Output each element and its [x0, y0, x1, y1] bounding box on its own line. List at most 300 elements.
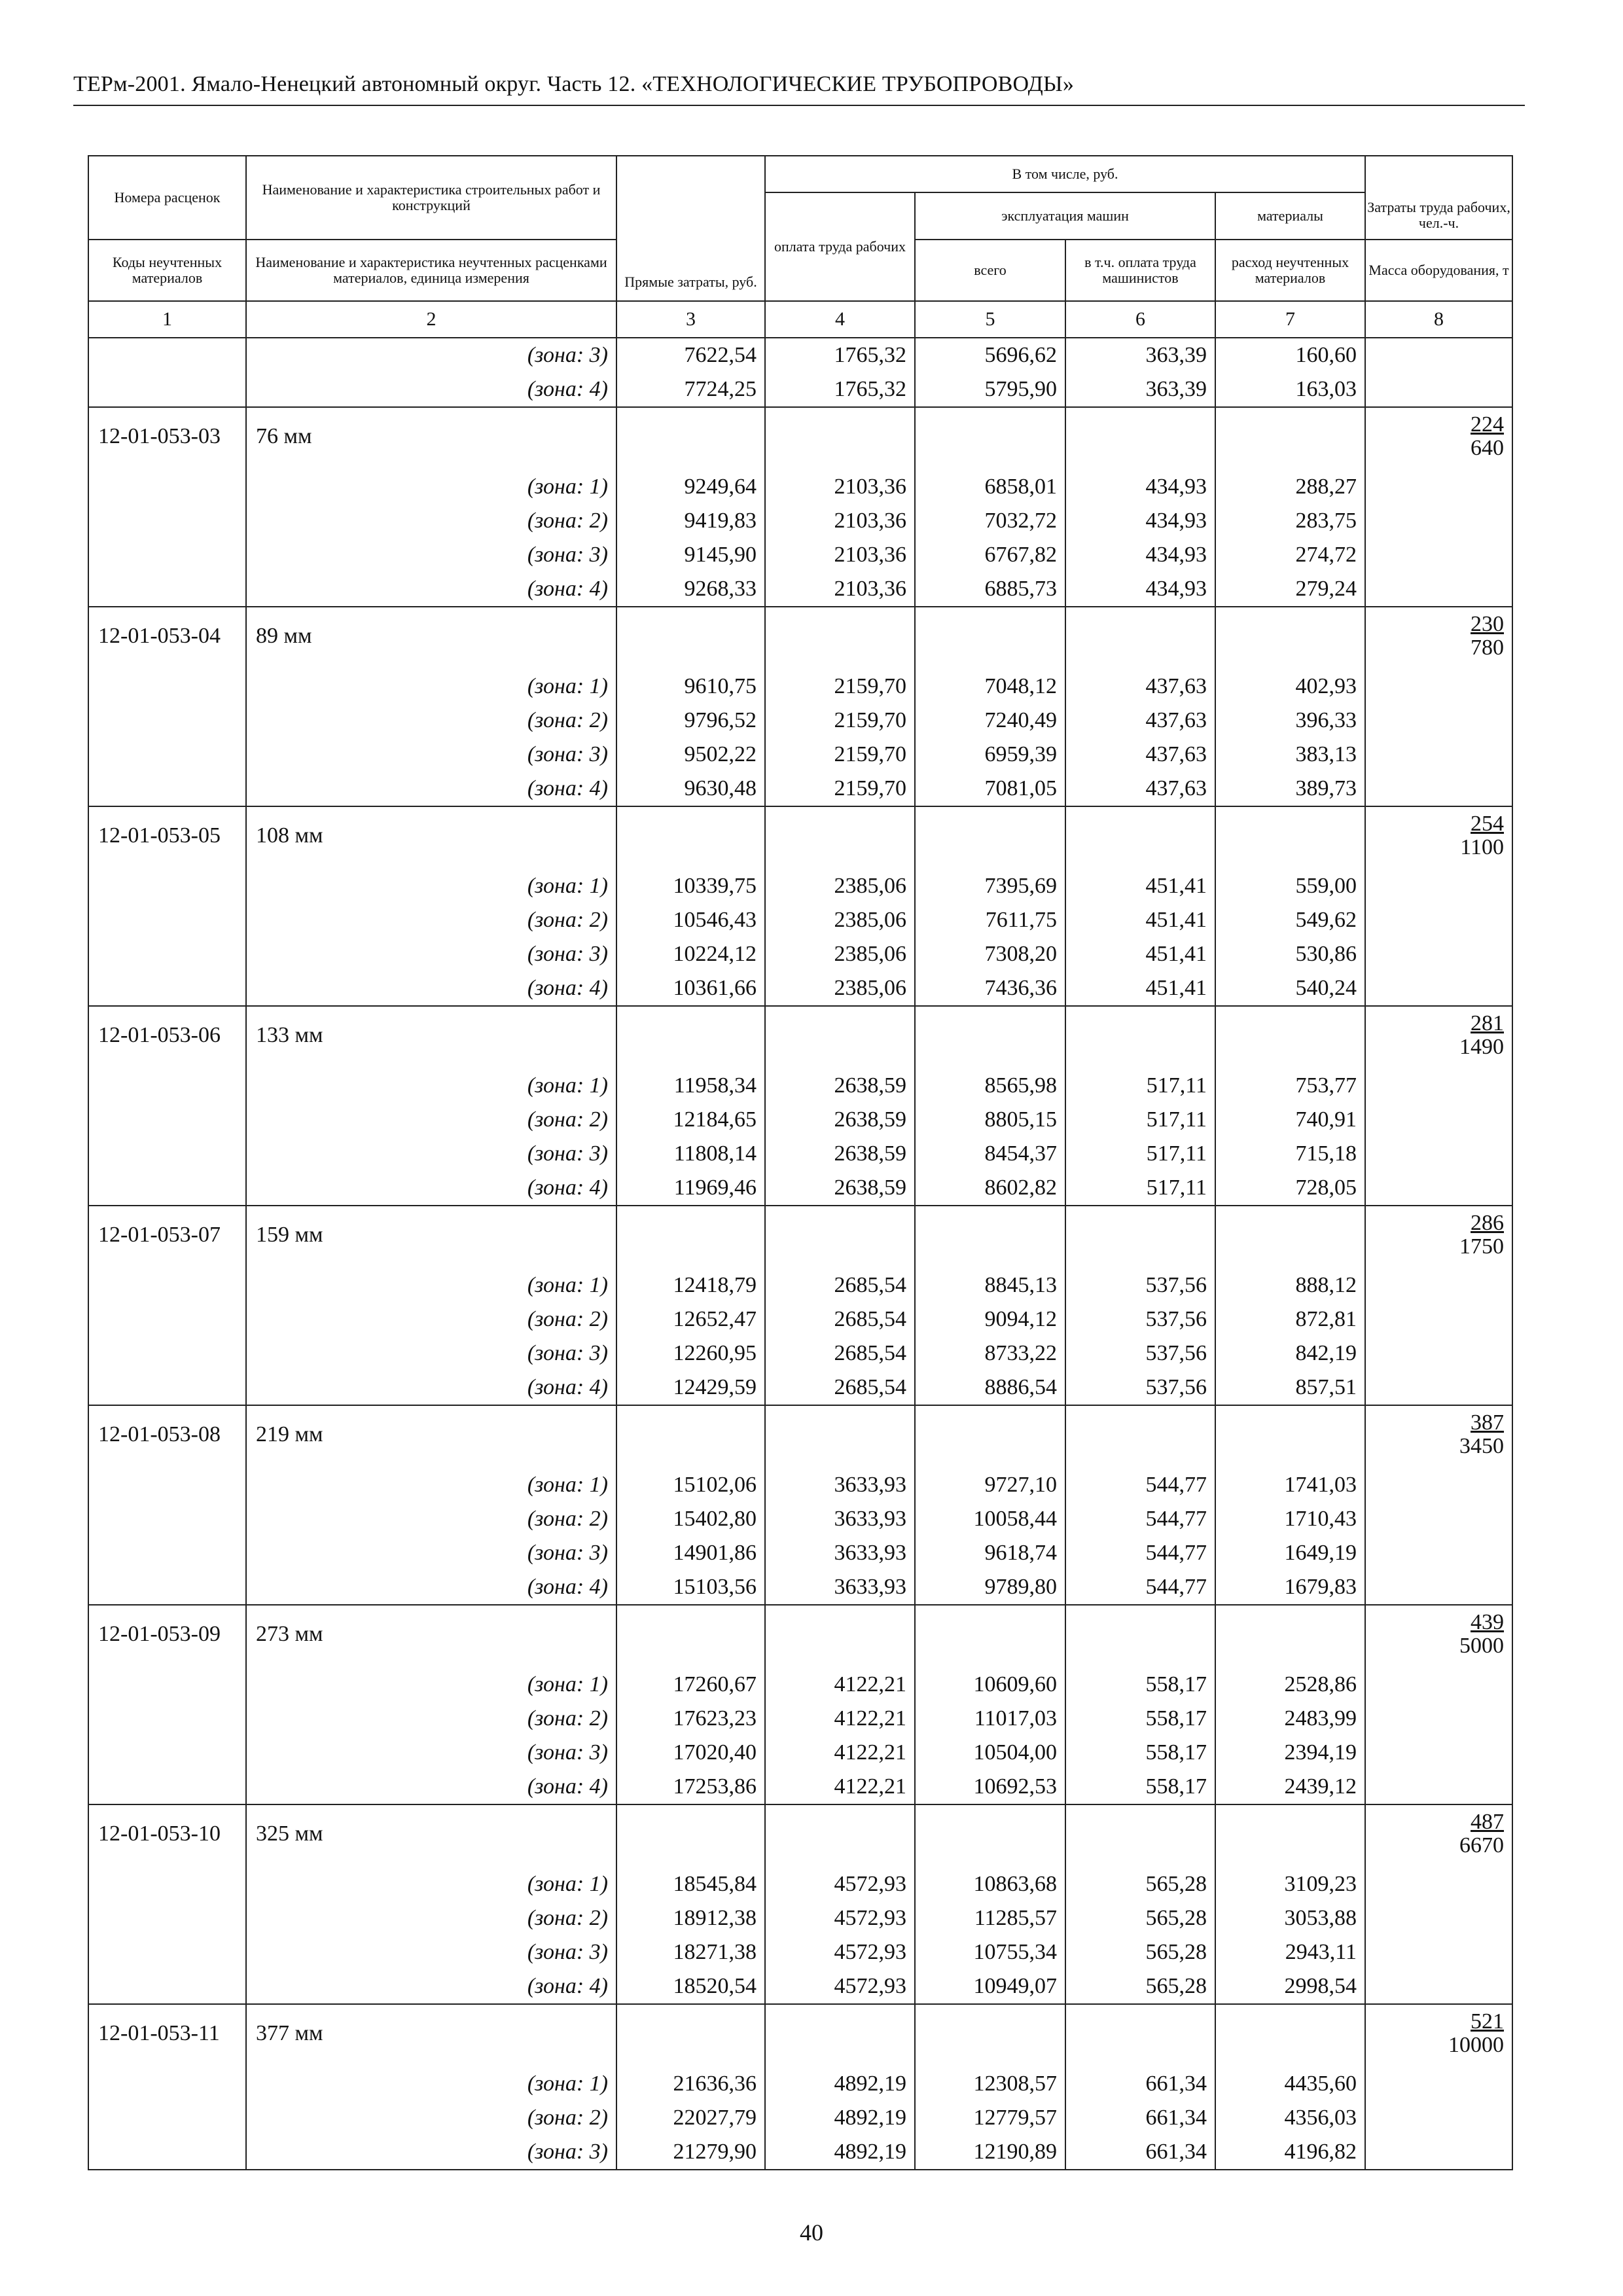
zone-label: (зона: 4)	[246, 971, 616, 1006]
materials-value: 283,75	[1215, 504, 1365, 538]
machines-total-value: 5795,90	[915, 372, 1065, 407]
zone-label: (зона: 1)	[246, 1867, 616, 1901]
direct-costs-value: 9419,83	[616, 504, 765, 538]
materials-value: 1741,03	[1215, 1468, 1365, 1502]
rate-code-cell	[88, 1935, 246, 1969]
zone-row	[88, 1969, 1512, 2004]
rate-header-row	[88, 806, 1512, 869]
zone-label: (зона: 4)	[246, 1969, 616, 2004]
mass-cell	[1365, 1935, 1512, 1969]
zone-row	[88, 1867, 1512, 1901]
rate-code-cell	[88, 1770, 246, 1804]
direct-costs-value: 17020,40	[616, 1736, 765, 1770]
rate-name: 133 мм	[246, 1006, 616, 1069]
empty-cell	[616, 407, 765, 470]
page-header: ТЕРм-2001. Ямало-Ненецкий автономный округ. Часть 12. «ТЕХНОЛОГИЧЕСКИЕ ТРУБОПРОВОДЫ»	[73, 72, 1075, 96]
mass-cell	[1365, 1069, 1512, 1103]
zone-label: (зона: 3)	[246, 338, 616, 372]
materials-value: 2483,99	[1215, 1702, 1365, 1736]
zone-row	[88, 1103, 1512, 1137]
machinists-pay-value: 363,39	[1065, 372, 1215, 407]
rate-name: 377 мм	[246, 2004, 616, 2067]
empty-cell	[616, 806, 765, 869]
direct-costs-value: 10546,43	[616, 903, 765, 937]
machinists-pay-value: 537,56	[1065, 1268, 1215, 1302]
mass-cell	[1365, 1103, 1512, 1137]
rate-code-cell	[88, 738, 246, 772]
zone-row	[88, 1069, 1512, 1103]
rate-code-cell	[88, 1268, 246, 1302]
zone-label: (зона: 1)	[246, 470, 616, 504]
machinists-pay-value: 558,17	[1065, 1770, 1215, 1804]
zone-row	[88, 738, 1512, 772]
empty-cell	[616, 607, 765, 670]
mass-cell	[1365, 1536, 1512, 1570]
empty-cell	[765, 607, 915, 670]
empty-cell	[765, 1804, 915, 1867]
direct-costs-value: 12652,47	[616, 1302, 765, 1336]
mass-cell	[1365, 772, 1512, 806]
zone-label: (зона: 4)	[246, 1171, 616, 1206]
equipment-mass-value: 1490	[1459, 1035, 1505, 1059]
materials-value: 715,18	[1215, 1137, 1365, 1171]
rate-code-cell	[88, 1468, 246, 1502]
mass-cell	[1365, 937, 1512, 971]
col-header-labor-pay: оплата труда рабочих	[765, 192, 915, 301]
labor-pay-value: 4122,21	[765, 1668, 915, 1702]
labor-pay-value: 4572,93	[765, 1867, 915, 1901]
mass-cell	[1365, 704, 1512, 738]
empty-cell	[616, 1206, 765, 1268]
materials-value: 857,51	[1215, 1371, 1365, 1405]
direct-costs-value: 7622,54	[616, 338, 765, 372]
machines-total-value: 12308,57	[915, 2067, 1065, 2101]
table-body	[88, 338, 1512, 2170]
rate-name: 76 мм	[246, 407, 616, 470]
empty-cell	[1065, 407, 1215, 470]
direct-costs-value: 17253,86	[616, 1770, 765, 1804]
direct-costs-value: 12260,95	[616, 1336, 765, 1371]
mass-cell	[1365, 971, 1512, 1006]
zone-label: (зона: 3)	[246, 738, 616, 772]
zone-row	[88, 572, 1512, 607]
column-number: 1	[88, 301, 246, 338]
mass-cell	[1365, 1668, 1512, 1702]
direct-costs-value: 9796,52	[616, 704, 765, 738]
direct-costs-value: 9145,90	[616, 538, 765, 572]
machines-total-value: 7611,75	[915, 903, 1065, 937]
labor-pay-value: 2385,06	[765, 937, 915, 971]
rate-code-cell	[88, 372, 246, 407]
labor-pay-value: 2159,70	[765, 772, 915, 806]
machines-total-value: 10949,07	[915, 1969, 1065, 2004]
rate-code-cell	[88, 1901, 246, 1935]
machines-total-value: 6959,39	[915, 738, 1065, 772]
zone-label: (зона: 4)	[246, 1371, 616, 1405]
empty-cell	[616, 1006, 765, 1069]
rate-code-cell	[88, 1668, 246, 1702]
machinists-pay-value: 537,56	[1065, 1371, 1215, 1405]
mass-cell	[1365, 338, 1512, 372]
zone-row	[88, 372, 1512, 407]
machines-total-value: 10058,44	[915, 1502, 1065, 1536]
materials-value: 4196,82	[1215, 2135, 1365, 2170]
zone-row	[88, 670, 1512, 704]
col-header-material-names: Наименование и характеристика неучтенных расценками материалов, единица измерения	[246, 240, 616, 301]
materials-value: 4356,03	[1215, 2101, 1365, 2135]
zone-label: (зона: 3)	[246, 937, 616, 971]
equipment-mass-value: 6670	[1459, 1833, 1505, 1857]
empty-cell	[765, 1006, 915, 1069]
mass-cell	[1365, 869, 1512, 903]
machinists-pay-value: 565,28	[1065, 1867, 1215, 1901]
machinists-pay-value: 434,93	[1065, 572, 1215, 607]
rate-code-cell	[88, 1371, 246, 1405]
materials-value: 1710,43	[1215, 1502, 1365, 1536]
labor-pay-value: 2638,59	[765, 1171, 915, 1206]
direct-costs-value: 18271,38	[616, 1935, 765, 1969]
rate-header-row	[88, 1405, 1512, 1468]
machinists-pay-value: 451,41	[1065, 903, 1215, 937]
zone-row	[88, 1668, 1512, 1702]
labor-pay-value: 2159,70	[765, 704, 915, 738]
machines-total-value: 7436,36	[915, 971, 1065, 1006]
zone-label: (зона: 3)	[246, 538, 616, 572]
machines-total-value: 10863,68	[915, 1867, 1065, 1901]
labor-pay-value: 2385,06	[765, 869, 915, 903]
zone-row	[88, 2135, 1512, 2170]
zone-row	[88, 772, 1512, 806]
machines-total-value: 12779,57	[915, 2101, 1065, 2135]
materials-value: 279,24	[1215, 572, 1365, 607]
machinists-pay-value: 434,93	[1065, 538, 1215, 572]
direct-costs-value: 21279,90	[616, 2135, 765, 2170]
zone-row	[88, 704, 1512, 738]
labor-mass-cell	[1365, 1804, 1512, 1867]
materials-value: 530,86	[1215, 937, 1365, 971]
mass-cell	[1365, 1867, 1512, 1901]
labor-pay-value: 2638,59	[765, 1137, 915, 1171]
materials-value: 288,27	[1215, 470, 1365, 504]
machines-total-value: 11017,03	[915, 1702, 1065, 1736]
rate-code-cell	[88, 1570, 246, 1605]
machines-total-value: 10504,00	[915, 1736, 1065, 1770]
machinists-pay-value: 558,17	[1065, 1736, 1215, 1770]
materials-value: 2439,12	[1215, 1770, 1365, 1804]
zone-label: (зона: 2)	[246, 903, 616, 937]
labor-pay-value: 2685,54	[765, 1371, 915, 1405]
zone-label: (зона: 3)	[246, 1536, 616, 1570]
rate-code-cell	[88, 2067, 246, 2101]
machinists-pay-value: 565,28	[1065, 1901, 1215, 1935]
zone-row	[88, 1468, 1512, 1502]
machinists-pay-value: 537,56	[1065, 1302, 1215, 1336]
machines-total-value: 6767,82	[915, 538, 1065, 572]
equipment-mass-value: 1750	[1459, 1234, 1505, 1259]
labor-pay-value: 4892,19	[765, 2067, 915, 2101]
zone-label: (зона: 2)	[246, 1702, 616, 1736]
direct-costs-value: 12184,65	[616, 1103, 765, 1137]
machinists-pay-value: 437,63	[1065, 772, 1215, 806]
empty-cell	[915, 607, 1065, 670]
machinists-pay-value: 451,41	[1065, 937, 1215, 971]
col-header-material-codes: Коды неучтенных материалов	[88, 240, 246, 301]
empty-cell	[1065, 1605, 1215, 1668]
materials-value: 728,05	[1215, 1171, 1365, 1206]
machines-total-value: 10755,34	[915, 1935, 1065, 1969]
empty-cell	[1215, 607, 1365, 670]
labor-hours-value: 521	[1471, 2009, 1505, 2034]
empty-cell	[915, 1206, 1065, 1268]
rate-code-cell	[88, 772, 246, 806]
rates-table	[88, 155, 1513, 2170]
mass-cell	[1365, 1302, 1512, 1336]
materials-value: 402,93	[1215, 670, 1365, 704]
machinists-pay-value: 544,77	[1065, 1502, 1215, 1536]
mass-cell	[1365, 903, 1512, 937]
empty-cell	[765, 1605, 915, 1668]
header-rule	[73, 105, 1525, 106]
zone-row	[88, 1371, 1512, 1405]
zone-label: (зона: 3)	[246, 2135, 616, 2170]
machines-total-value: 8454,37	[915, 1137, 1065, 1171]
zone-row	[88, 1336, 1512, 1371]
machines-total-value: 7240,49	[915, 704, 1065, 738]
materials-value: 396,33	[1215, 704, 1365, 738]
column-number: 4	[765, 301, 915, 338]
empty-cell	[915, 2004, 1065, 2067]
labor-pay-value: 4572,93	[765, 1901, 915, 1935]
rate-code-cell	[88, 1502, 246, 1536]
col-header-rate-number: Номера расценок	[88, 156, 246, 240]
machines-total-value: 8805,15	[915, 1103, 1065, 1137]
labor-pay-value: 4572,93	[765, 1969, 915, 2004]
labor-hours-value: 224	[1471, 412, 1505, 437]
machinists-pay-value: 363,39	[1065, 338, 1215, 372]
machinists-pay-value: 565,28	[1065, 1969, 1215, 2004]
materials-value: 2528,86	[1215, 1668, 1365, 1702]
materials-value: 872,81	[1215, 1302, 1365, 1336]
rate-code-cell	[88, 1137, 246, 1171]
labor-mass-cell	[1365, 806, 1512, 869]
empty-cell	[616, 2004, 765, 2067]
zone-row	[88, 903, 1512, 937]
empty-cell	[915, 1405, 1065, 1468]
mass-cell	[1365, 2067, 1512, 2101]
zone-row	[88, 971, 1512, 1006]
zone-row	[88, 1570, 1512, 1605]
direct-costs-value: 21636,36	[616, 2067, 765, 2101]
mass-cell	[1365, 1336, 1512, 1371]
empty-cell	[1065, 806, 1215, 869]
materials-value: 3053,88	[1215, 1901, 1365, 1935]
empty-cell	[765, 1405, 915, 1468]
labor-pay-value: 2103,36	[765, 470, 915, 504]
machines-total-value: 12190,89	[915, 2135, 1065, 2170]
zone-label: (зона: 3)	[246, 1736, 616, 1770]
direct-costs-value: 18520,54	[616, 1969, 765, 2004]
machinists-pay-value: 517,11	[1065, 1069, 1215, 1103]
direct-costs-value: 15402,80	[616, 1502, 765, 1536]
rate-header-row	[88, 607, 1512, 670]
materials-value: 888,12	[1215, 1268, 1365, 1302]
labor-pay-value: 2685,54	[765, 1336, 915, 1371]
machinists-pay-value: 434,93	[1065, 504, 1215, 538]
materials-value: 163,03	[1215, 372, 1365, 407]
rate-header-row	[88, 1006, 1512, 1069]
machinists-pay-value: 437,63	[1065, 738, 1215, 772]
labor-pay-value: 3633,93	[765, 1570, 915, 1605]
mass-cell	[1365, 572, 1512, 607]
labor-pay-value: 2103,36	[765, 538, 915, 572]
zone-label: (зона: 1)	[246, 1468, 616, 1502]
column-number: 5	[915, 301, 1065, 338]
mass-cell	[1365, 1770, 1512, 1804]
machinists-pay-value: 517,11	[1065, 1171, 1215, 1206]
empty-cell	[915, 806, 1065, 869]
mass-cell	[1365, 1268, 1512, 1302]
materials-value: 274,72	[1215, 538, 1365, 572]
materials-value: 842,19	[1215, 1336, 1365, 1371]
machines-total-value: 8602,82	[915, 1171, 1065, 1206]
zone-label: (зона: 4)	[246, 572, 616, 607]
empty-cell	[915, 1605, 1065, 1668]
rate-code-cell	[88, 1536, 246, 1570]
rate-code: 12-01-053-10	[88, 1804, 246, 1867]
machinists-pay-value: 565,28	[1065, 1935, 1215, 1969]
rate-code: 12-01-053-11	[88, 2004, 246, 2067]
rate-code: 12-01-053-08	[88, 1405, 246, 1468]
empty-cell	[915, 1006, 1065, 1069]
mass-cell	[1365, 738, 1512, 772]
rate-name: 325 мм	[246, 1804, 616, 1867]
col-header-machines-total: всего	[915, 240, 1065, 301]
empty-cell	[1215, 1605, 1365, 1668]
zone-row	[88, 1736, 1512, 1770]
zone-row	[88, 1901, 1512, 1935]
col-header-machines: эксплуатация машин	[915, 192, 1215, 240]
empty-cell	[1065, 1804, 1215, 1867]
rate-code-cell	[88, 1171, 246, 1206]
empty-cell	[1215, 1006, 1365, 1069]
labor-hours-value: 281	[1471, 1011, 1505, 1035]
rate-code: 12-01-053-03	[88, 407, 246, 470]
mass-cell	[1365, 1371, 1512, 1405]
labor-pay-value: 2385,06	[765, 971, 915, 1006]
labor-mass-cell	[1365, 1206, 1512, 1268]
rate-code-cell	[88, 504, 246, 538]
machines-total-value: 8733,22	[915, 1336, 1065, 1371]
labor-hours-value: 286	[1471, 1211, 1505, 1235]
rate-code-cell	[88, 2101, 246, 2135]
machines-total-value: 10692,53	[915, 1770, 1065, 1804]
zone-label: (зона: 2)	[246, 1502, 616, 1536]
direct-costs-value: 10224,12	[616, 937, 765, 971]
machines-total-value: 5696,62	[915, 338, 1065, 372]
empty-cell	[1215, 2004, 1365, 2067]
materials-value: 389,73	[1215, 772, 1365, 806]
direct-costs-value: 18545,84	[616, 1867, 765, 1901]
mass-cell	[1365, 670, 1512, 704]
column-number: 7	[1215, 301, 1365, 338]
labor-pay-value: 2638,59	[765, 1103, 915, 1137]
mass-cell	[1365, 1468, 1512, 1502]
col-header-work-name: Наименование и характеристика строительных работ и конструкций	[246, 156, 616, 240]
equipment-mass-value: 3450	[1459, 1434, 1505, 1458]
zone-label: (зона: 4)	[246, 772, 616, 806]
rate-code: 12-01-053-06	[88, 1006, 246, 1069]
machines-total-value: 7032,72	[915, 504, 1065, 538]
zone-row	[88, 1702, 1512, 1736]
col-header-labor-cost: Затраты труда рабочих, чел.-ч.	[1365, 156, 1512, 240]
direct-costs-value: 15103,56	[616, 1570, 765, 1605]
rate-code-cell	[88, 670, 246, 704]
zone-label: (зона: 3)	[246, 1336, 616, 1371]
labor-pay-value: 2159,70	[765, 670, 915, 704]
materials-value: 4435,60	[1215, 2067, 1365, 2101]
machines-total-value: 7048,12	[915, 670, 1065, 704]
equipment-mass-value: 780	[1471, 636, 1505, 660]
mass-cell	[1365, 1901, 1512, 1935]
column-number-row	[88, 301, 1512, 338]
materials-value: 1679,83	[1215, 1570, 1365, 1605]
empty-cell	[915, 1804, 1065, 1867]
empty-cell	[616, 1405, 765, 1468]
empty-cell	[1065, 607, 1215, 670]
rate-code-cell	[88, 971, 246, 1006]
machinists-pay-value: 558,17	[1065, 1668, 1215, 1702]
zone-row	[88, 1137, 1512, 1171]
labor-pay-value: 3633,93	[765, 1536, 915, 1570]
zone-label: (зона: 4)	[246, 1770, 616, 1804]
col-header-including: В том числе, руб.	[765, 156, 1365, 192]
labor-mass-cell	[1365, 1405, 1512, 1468]
empty-cell	[765, 806, 915, 869]
machines-total-value: 6858,01	[915, 470, 1065, 504]
mass-cell	[1365, 1171, 1512, 1206]
rate-header-row	[88, 1206, 1512, 1268]
materials-value: 559,00	[1215, 869, 1365, 903]
rate-code-cell	[88, 572, 246, 607]
machinists-pay-value: 437,63	[1065, 704, 1215, 738]
rate-code-cell	[88, 1302, 246, 1336]
zone-label: (зона: 1)	[246, 1268, 616, 1302]
direct-costs-value: 12429,59	[616, 1371, 765, 1405]
labor-pay-value: 2385,06	[765, 903, 915, 937]
empty-cell	[765, 2004, 915, 2067]
column-number: 2	[246, 301, 616, 338]
mass-cell	[1365, 1969, 1512, 2004]
machinists-pay-value: 661,34	[1065, 2101, 1215, 2135]
column-number: 3	[616, 301, 765, 338]
col-header-equipment-mass: Масса оборудования, т	[1365, 240, 1512, 301]
machinists-pay-value: 661,34	[1065, 2067, 1215, 2101]
col-header-unaccounted-materials: расход неучтенных материалов	[1215, 240, 1365, 301]
zone-label: (зона: 2)	[246, 1901, 616, 1935]
direct-costs-value: 9502,22	[616, 738, 765, 772]
rate-header-row	[88, 2004, 1512, 2067]
direct-costs-value: 10339,75	[616, 869, 765, 903]
empty-cell	[1065, 1405, 1215, 1468]
machines-total-value: 11285,57	[915, 1901, 1065, 1935]
direct-costs-value: 9249,64	[616, 470, 765, 504]
mass-cell	[1365, 1570, 1512, 1605]
machines-total-value: 8845,13	[915, 1268, 1065, 1302]
page-number: 40	[800, 2219, 823, 2246]
materials-value: 3109,23	[1215, 1867, 1365, 1901]
labor-pay-value: 2159,70	[765, 738, 915, 772]
zone-row	[88, 1502, 1512, 1536]
